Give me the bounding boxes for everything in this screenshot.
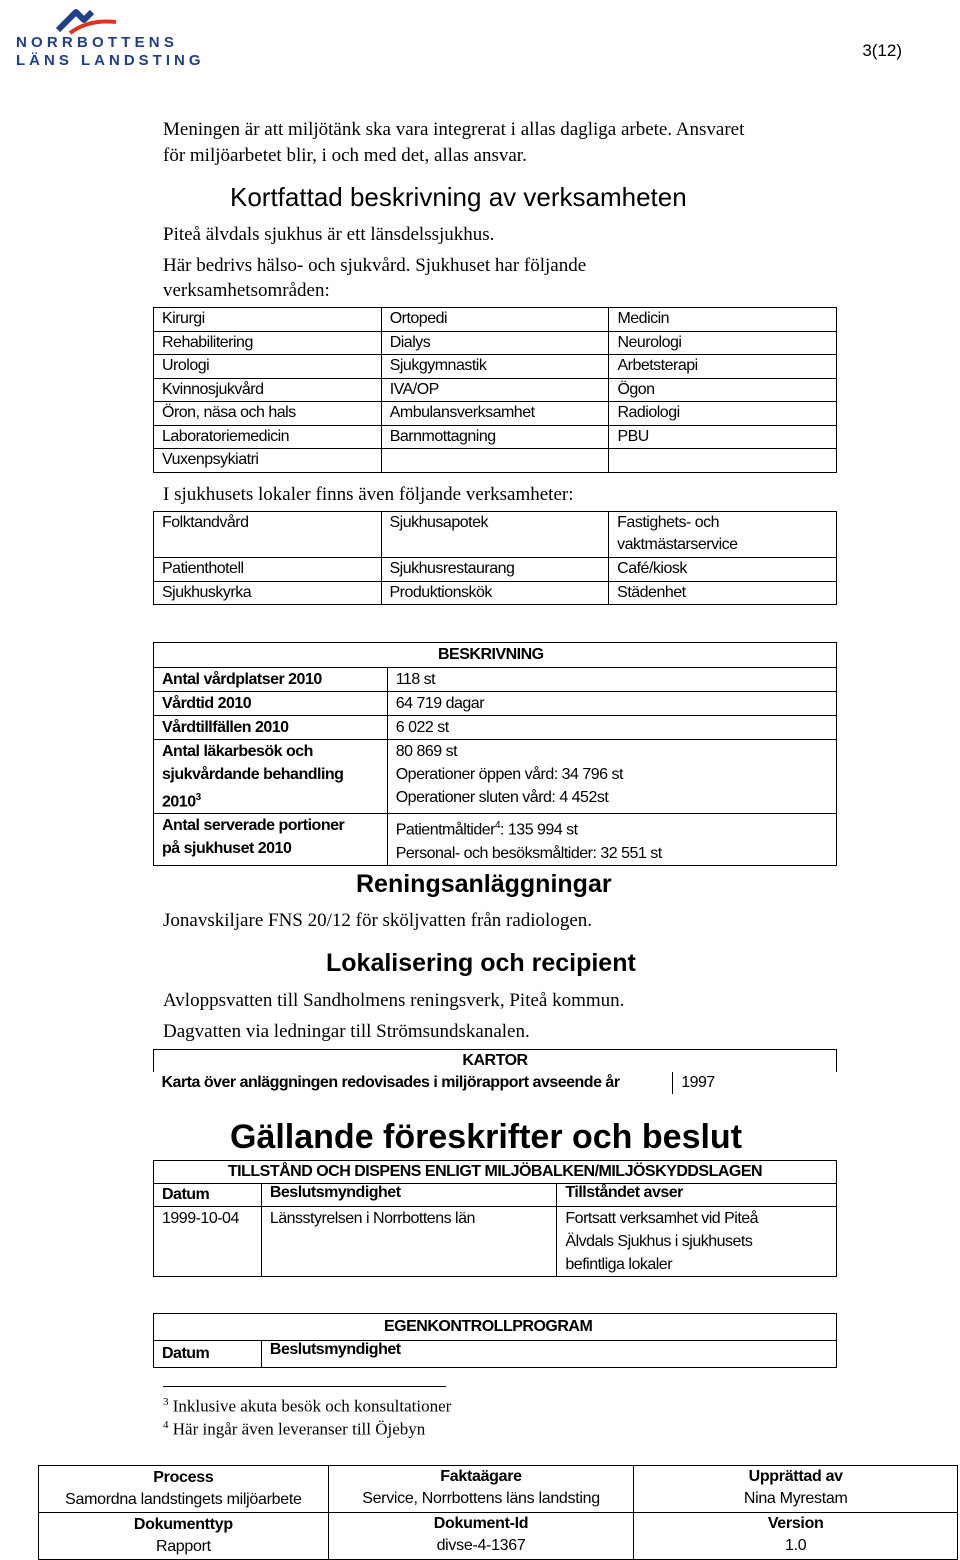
footer-label: Dokumenttyp [133,1516,233,1533]
table-row [154,643,837,668]
stats-label-line: Antal serverade portioner [162,817,345,835]
stats-label-line: på sjukhuset 2010 [162,840,292,858]
document-footer [38,1465,958,1560]
table-row [154,716,837,740]
stats-value-line: : 135 994 st [500,821,578,839]
table-cell: Produktionskök [381,581,609,605]
permit-date: 1999-10-04 [154,1207,262,1277]
column-header: Datum [154,1184,262,1207]
footnote-number: 3 [163,1396,169,1408]
stats-value: 64 719 dagar [387,692,836,716]
footer-label: Process [153,1469,214,1486]
stats-value-line: Operationer öppen vård: 34 796 st [395,766,623,783]
table-row [154,1314,837,1341]
section1-line1: Piteå älvdals sjukhus är ett länsdelssjukhus. [163,224,495,245]
table-cell: PBU [609,425,837,449]
page-number: 3(12) [862,41,902,60]
section-heading-location: Lokalisering och recipient [326,949,636,977]
footnote-4 [163,1419,425,1440]
table-cell: Patienthotell [154,558,382,582]
stats-label [154,814,388,865]
table-row [154,402,837,426]
table-cell: Ögon [609,378,837,402]
location-line1: Avloppsvatten till Sandholmens reningsverk, Piteå kommun. [163,990,625,1011]
table-row [154,449,837,473]
table-cell: Arbetsterapi [609,355,837,379]
column-header: Datum [154,1341,262,1368]
footer-value: 1.0 [785,1537,807,1554]
table-row [154,425,837,449]
table-row [154,308,837,332]
section1-line3: verksamhetsområden: [163,280,330,301]
table-row [154,512,837,558]
stats-value-line: Patientmåltider [395,821,495,839]
column-header: Tillståndet avser [557,1184,837,1207]
maps-label: Karta över anläggningen redovisades i miljörapport avseende år [154,1072,673,1094]
table-cell: Dialys [381,331,609,355]
permits-table [153,1160,837,1277]
stats-value: 118 st [387,668,836,692]
table-row [154,668,837,692]
footer-value: Rapport [155,1538,211,1555]
table-cell: Vuxenpsykiatri [154,449,382,473]
table-cell: Radiologi [609,402,837,426]
stats-label [154,740,388,814]
section-heading-cleaning: Reningsanläggningar [356,870,612,898]
table-row [39,1466,958,1513]
table-cell: Café/kiosk [609,558,837,582]
permit-subject: Fortsatt verksamhet vid Piteå Älvdals Sjukhus i sjukhusets befintliga lokaler [557,1207,837,1277]
footer-value: Service, Norrbottens läns landsting [362,1490,600,1507]
selfcontrol-header: EGENKONTROLLPROGRAM [154,1314,837,1341]
table-cell: Laboratoriemedicin [154,425,382,449]
departments-table [153,307,837,473]
maps-header: KARTOR [154,1050,837,1073]
table-row [154,581,837,605]
section-heading-rules: Gällande föreskrifter och beslut [230,1118,743,1156]
table-row [154,740,837,814]
footer-version [634,1513,958,1560]
footer-label: Dokument-Id [433,1515,529,1532]
table-cell: Sjukhuskyrka [154,581,382,605]
selfcontrol-table [153,1313,837,1368]
table-cell: Städenhet [609,581,837,605]
table-row [154,1050,837,1073]
footnote-text: Inklusive akuta besök och konsultationer [172,1396,452,1416]
footer-value: Nina Myrestam [743,1490,848,1507]
table-row [154,1072,837,1094]
footer-label: Upprättad av [748,1468,843,1485]
footer-value: Samordna landstingets miljöarbete [65,1491,302,1508]
table-row [154,814,837,865]
table-cell: Sjukhusapotek [381,512,609,558]
table-cell: Folktandvård [154,512,382,558]
table-cell: Neurologi [609,331,837,355]
intro-line2: för miljöarbetet blir, i och med det, allas ansvar. [163,145,527,166]
footnote-ref: 4 [494,820,500,832]
footer-owner [328,1466,634,1513]
location-line2: Dagvatten via ledningar till Strömsundskanalen. [163,1021,530,1042]
stats-label-line: 2010 [162,793,196,811]
table-row [154,1341,837,1368]
table-cell: Fastighets- och vaktmästarservice [609,512,837,558]
stats-value-line: Personal- och besöksmåltider: 32 551 st [395,844,662,862]
footer-label: Faktaägare [440,1468,522,1485]
table-cell: Kvinnosjukvård [154,378,382,402]
footer-doctype [39,1513,329,1560]
column-header: Beslutsmyndighet [261,1184,557,1207]
table-cell: Medicin [609,308,837,332]
maps-table [153,1049,837,1094]
footnote-text: Här ingår även leveranser till Öjebyn [172,1419,426,1439]
table-row [154,558,837,582]
footer-docid [328,1513,634,1560]
stats-label-line: Antal läkarbesök och [162,743,313,760]
section1-line2: Här bedrivs hälso- och sjukvård. Sjukhuset har följande [163,255,587,276]
footnote-3 [163,1396,451,1417]
stats-label: Vårdtillfällen 2010 [154,716,388,740]
footer-label: Version [767,1515,824,1532]
stats-value [387,814,836,865]
footnote-ref: 3 [195,792,201,803]
intro-line1: Meningen är att miljötänk ska vara integrerat i allas dagliga arbete. Ansvaret [163,119,745,140]
footer-value: divse-4-1367 [436,1537,526,1554]
table-row [154,1184,837,1207]
also-intro: I sjukhusets lokaler finns även följande verksamheter: [163,484,574,505]
table-row [154,1161,837,1184]
footer-author [634,1466,958,1513]
footnote-number: 4 [163,1419,169,1431]
table-row [154,355,837,379]
table-cell: Ortopedi [381,308,609,332]
table-row [39,1513,958,1560]
table-cell: Rehabilitering [154,331,382,355]
logo-waves-icon [50,6,120,36]
cleaning-text: Jonavskiljare FNS 20/12 för sköljvatten från radiologen. [163,910,593,931]
section-heading-description: Kortfattad beskrivning av verksamheten [230,182,687,212]
also-table [153,511,837,605]
footnote-separator [163,1386,446,1387]
table-cell: Sjukgymnastik [381,355,609,379]
stats-label-line: sjukvårdande behandling [162,766,344,783]
table-cell [609,449,837,473]
stats-header: BESKRIVNING [438,646,544,663]
table-row [154,378,837,402]
table-cell: Sjukhusrestaurang [381,558,609,582]
stats-value-line: 80 869 st [395,743,458,760]
table-row [154,1207,837,1277]
table-row [154,692,837,716]
table-cell: IVA/OP [381,378,609,402]
column-header: Beslutsmyndighet [261,1341,836,1368]
table-row [154,331,837,355]
stats-value: 6 022 st [387,716,836,740]
footer-process [39,1466,329,1513]
stats-value-line: Operationer sluten vård: 4 452st [395,789,609,806]
permits-header: TILLSTÅND OCH DISPENS ENLIGT MILJÖBALKEN/MILJÖSKYDDSLAGEN [154,1161,837,1184]
table-cell: Barnmottagning [381,425,609,449]
maps-value: 1997 [673,1072,837,1094]
stats-label: Vårdtid 2010 [154,692,388,716]
table-cell: Öron, näsa och hals [154,402,382,426]
stats-value [387,740,836,814]
table-cell: Urologi [154,355,382,379]
logo-text-line2: LÄNS LANDSTING [16,52,205,69]
table-cell: Ambulansverksamhet [381,402,609,426]
logo-text-line1: NORRBOTTENS [16,34,179,51]
table-cell: Kirurgi [154,308,382,332]
stats-table [153,642,837,866]
stats-label: Antal vårdplatser 2010 [154,668,388,692]
permit-authority: Länsstyrelsen i Norrbottens län [261,1207,557,1277]
table-cell [381,449,609,473]
